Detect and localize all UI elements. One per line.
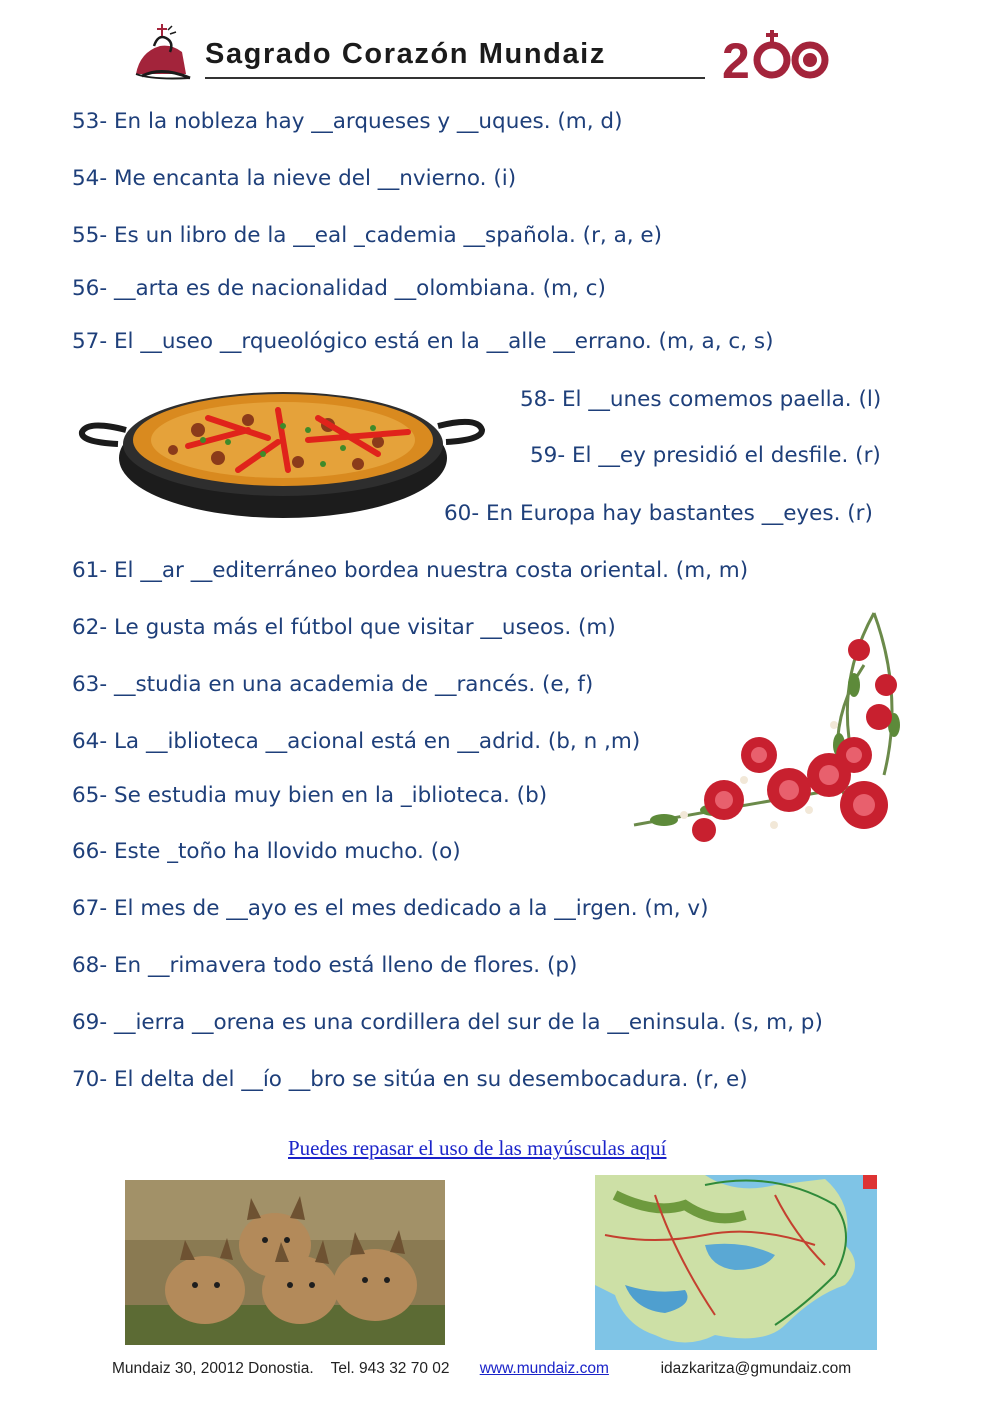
exercise-55: 55- Es un libro de la __eal _cademia __spañola. (r, a, e) xyxy=(72,223,663,248)
exercise-69: 69- __ierra __orena es una cordillera del sur de la __eninsula. (s, m, p) xyxy=(72,1010,823,1035)
lynx-cubs-image xyxy=(125,1180,445,1345)
footer-address: Mundaiz 30, 20012 Donostia. xyxy=(112,1360,314,1377)
exercise-57: 57- El __useo __rqueológico está en la __alle __errano. (m, a, c, s) xyxy=(72,329,774,354)
map-image xyxy=(595,1175,877,1350)
school-logo-icon xyxy=(132,22,194,84)
paella-image xyxy=(78,380,488,525)
exercise-62: 62- Le gusta más el fútbol que visitar __useos. (m) xyxy=(72,615,616,640)
exercise-61: 61- El __ar __editerráneo bordea nuestra costa oriental. (m, m) xyxy=(72,558,749,583)
exercise-53: 53- En la nobleza hay __arqueses y __uques. (m, d) xyxy=(72,109,623,134)
exercise-66: 66- Este _toño ha llovido mucho. (o) xyxy=(72,839,461,864)
exercise-54: 54- Me encanta la nieve del __nvierno. (i) xyxy=(72,166,517,191)
school-name: Sagrado Corazón Mundaiz xyxy=(205,38,606,70)
anniversary-200-logo xyxy=(722,28,842,84)
exercise-68: 68- En __rimavera todo está lleno de flores. (p) xyxy=(72,953,578,978)
exercise-67: 67- El mes de __ayo es el mes dedicado a la __irgen. (m, v) xyxy=(72,896,709,921)
header-underline xyxy=(205,77,705,79)
exercise-70: 70- El delta del __ío __bro se sitúa en su desembocadura. (r, e) xyxy=(72,1067,748,1092)
exercise-59: 59- El __ey presidió el desfile. (r) xyxy=(530,443,881,468)
page-footer xyxy=(112,1360,851,1378)
exercise-64: 64- La __iblioteca __acional está en __adrid. (b, n ,m) xyxy=(72,729,641,754)
exercise-63: 63- __studia en una academia de __rancés. (e, f) xyxy=(72,672,594,697)
footer-phone: Tel. 943 32 70 02 xyxy=(330,1360,450,1377)
page-header xyxy=(0,0,1000,100)
exercise-60: 60- En Europa hay bastantes __eyes. (r) xyxy=(444,501,873,526)
footer-email: idazkaritza@gmundaiz.com xyxy=(660,1360,852,1377)
review-link[interactable]: Puedes repasar el uso de las mayúsculas aquí xyxy=(288,1136,667,1160)
footer-website-link[interactable]: www.mundaiz.com xyxy=(479,1360,609,1377)
exercise-56: 56- __arta es de nacionalidad __olombiana. (m, c) xyxy=(72,276,606,301)
roses-image xyxy=(624,605,924,865)
svg-text:2: 2 xyxy=(722,33,750,84)
exercise-65: 65- Se estudia muy bien en la _iblioteca. (b) xyxy=(72,783,548,808)
exercise-58: 58- El __unes comemos paella. (l) xyxy=(520,387,882,412)
